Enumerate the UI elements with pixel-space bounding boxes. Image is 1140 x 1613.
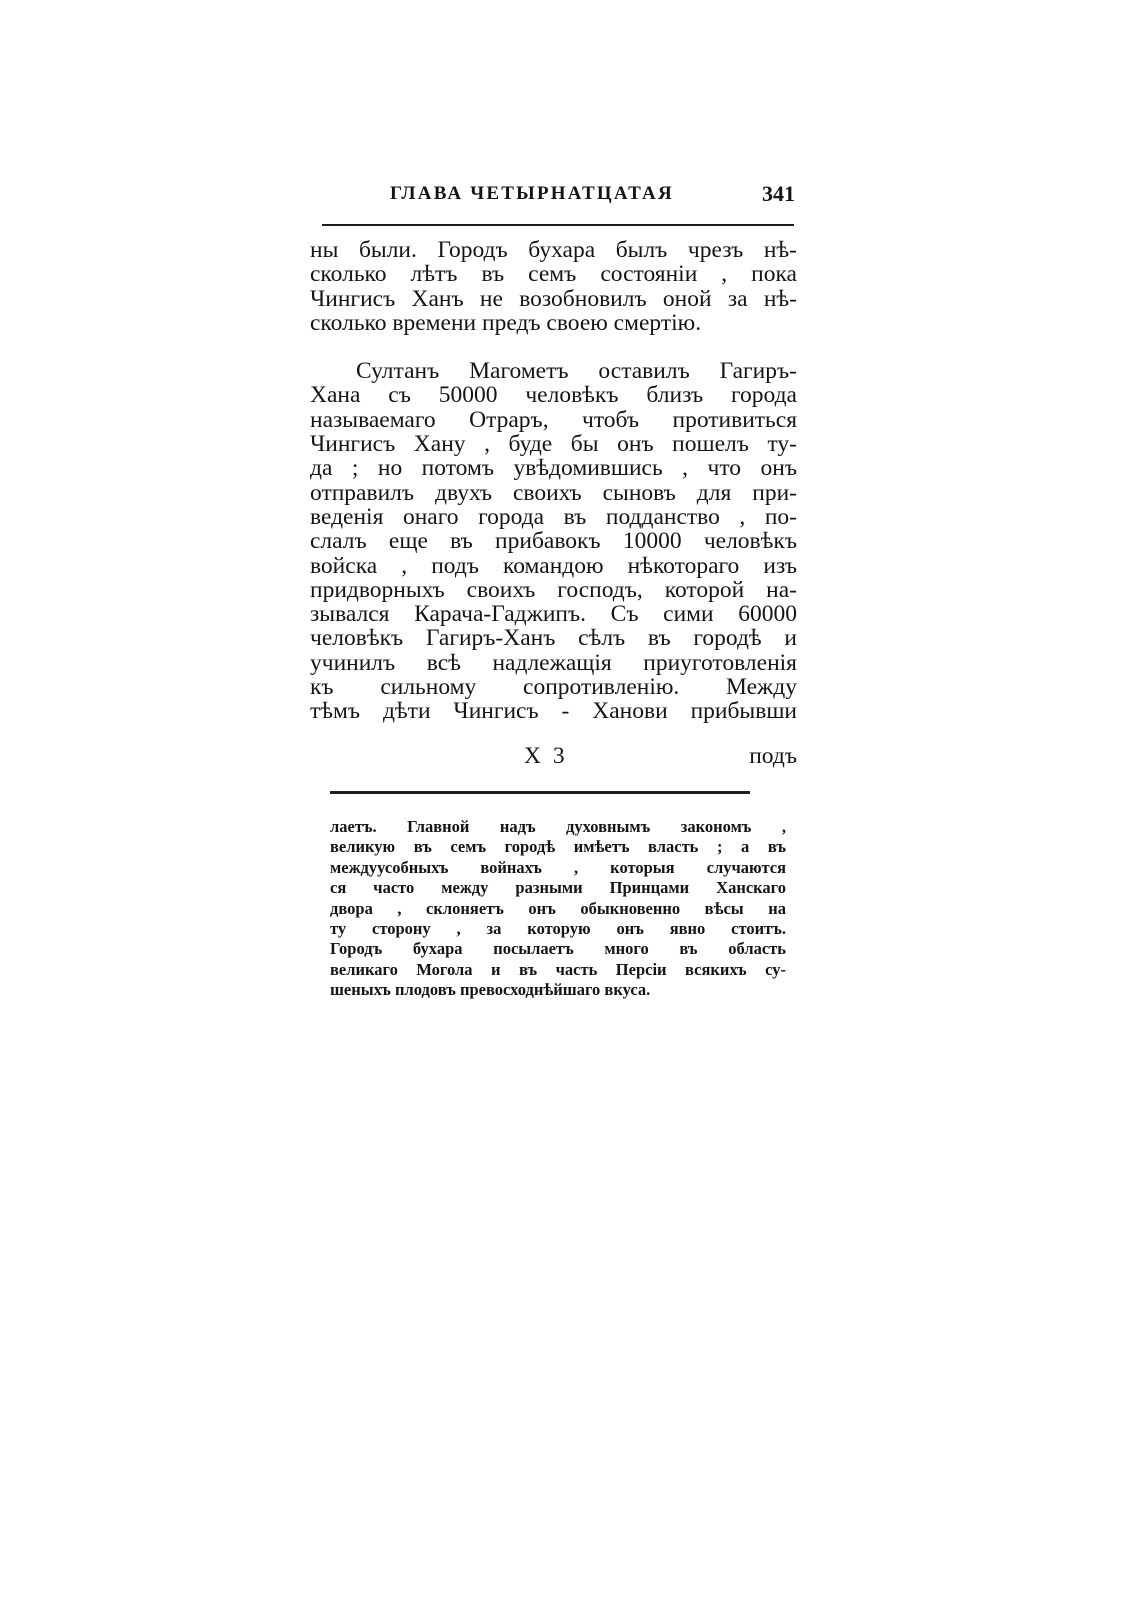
text-line: Султанъ Магометъ оставилъ Гагиръ- [356, 358, 797, 385]
signature-line [310, 743, 797, 769]
footnote-line: великую въ семъ городѣ имѣетъ власть ; а въ [330, 837, 786, 857]
catchword: подъ [749, 743, 797, 769]
text-line: отправилъ двухъ своихъ сыновъ для при- [310, 479, 797, 506]
text-line: Чингисъ Ханъ не возобновилъ оной за нѣ- [310, 285, 797, 312]
paragraph-gap [310, 335, 797, 359]
paragraph-1 [310, 238, 797, 335]
running-title: ГЛАВА ЧЕТЫРНАТЦАТАЯ [390, 183, 674, 204]
footnote-line: междуусобныхъ войнахъ , которыя случаются [330, 857, 786, 877]
footnote-line: ту сторону , за которую онъ явно стоитъ. [330, 918, 786, 938]
text-line: придворныхъ своихъ господъ, которой на- [310, 576, 797, 603]
text-line: Чингисъ Хану , буде бы онъ пошелъ ту- [310, 431, 797, 458]
text-line: сколько времени предъ своею смертію. [310, 309, 702, 336]
footnote-rule [330, 791, 750, 794]
footnote-line: Городъ бухара посылаетъ много въ область [330, 939, 786, 959]
main-text [310, 238, 797, 724]
text-line: зывался Карача-Гаджипъ. Съ сими 60000 [310, 601, 797, 628]
page-number: 341 [762, 181, 795, 206]
footnote-line: великаго Могола и въ часть Персіи всякихъ су- [330, 959, 786, 979]
text-line: веденія онаго города въ подданство , по- [310, 503, 797, 530]
footnote-line: лаетъ. Главной надъ духовнымъ закономъ , [330, 817, 786, 836]
text-line: войска , подъ командою нѣкотораго изъ [310, 552, 797, 579]
footnote-line: шеныхъ плодовъ превосходнѣйшаго вкуса. [330, 980, 651, 1000]
header-rule [322, 224, 794, 226]
text-line: человѣкъ Гагиръ-Ханъ сѣлъ въ городѣ и [310, 625, 797, 652]
text-line: сколько лѣтъ въ семъ состояніи , пока [310, 261, 797, 288]
page-header [390, 183, 795, 213]
text-line: тѣмъ дѣти Чингисъ - Ханови прибывши [310, 698, 797, 725]
text-line: называемаго Отраръ, чтобъ противиться [310, 406, 797, 433]
footnote-line: двора , склоняетъ онъ обыкновенно вѣсы на [330, 898, 786, 918]
text-line: да ; но потомъ увѣдомившись , что онъ [310, 455, 797, 482]
text-line: учинилъ всѣ надлежащія приуготовленія [310, 649, 797, 676]
text-line: къ сильному сопротивленію. Между [310, 674, 797, 701]
text-line: ны были. Городъ бухара былъ чрезъ нѣ- [310, 237, 797, 263]
text-line: слалъ еще въ прибавокъ 10000 человѣкъ [310, 528, 797, 555]
paragraph-2 [310, 359, 797, 723]
footnote [330, 817, 786, 1001]
signature-mark: X 3 [524, 743, 568, 769]
text-line: Хана съ 50000 человѣкъ близъ города [310, 382, 797, 409]
footnote-line: ся часто между разными Принцами Ханскаго [330, 878, 786, 898]
